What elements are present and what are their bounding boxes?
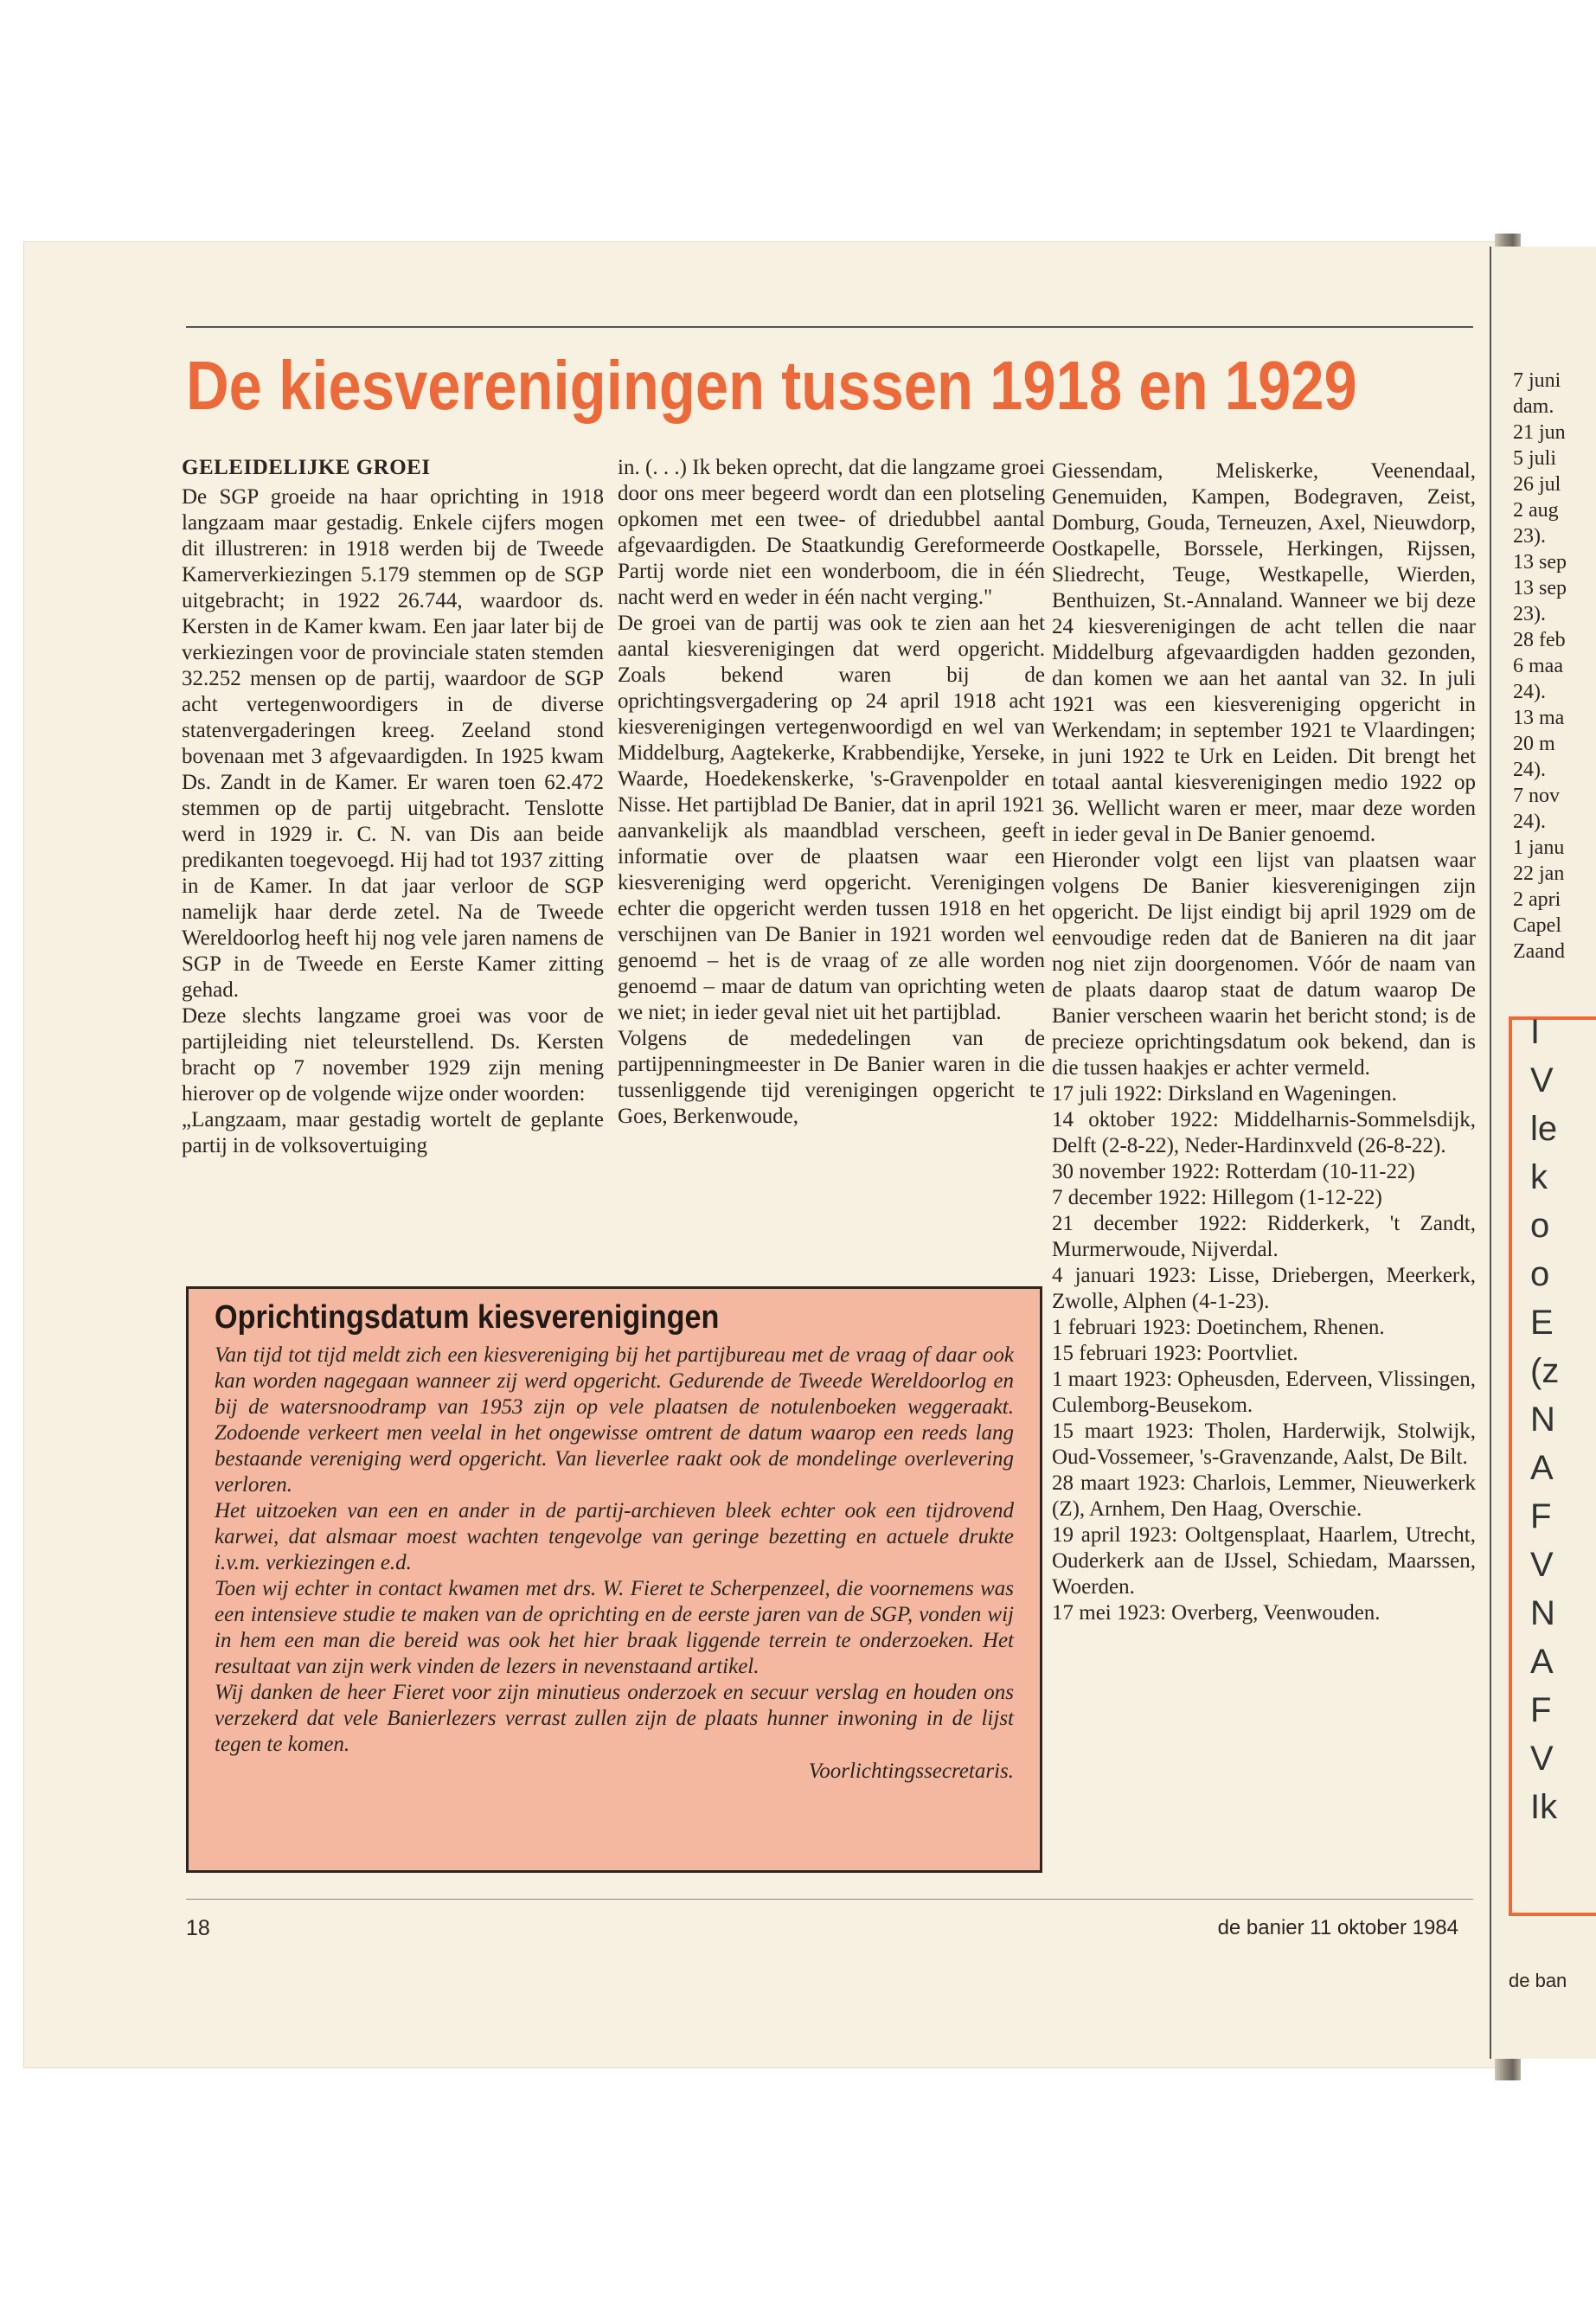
adjacent-letter: (z — [1530, 1352, 1560, 1390]
adjacent-line: 23). — [1513, 603, 1546, 625]
list-item: 15 maart 1923: Tholen, Harderwijk, Stolwijk, Oud-Vossemeer, 's-Gravenzande, Aalst, De Bilt. — [1052, 1420, 1476, 1469]
paragraph: De SGP groeide na haar oprichting in 1918 langzaam maar gestadig. Enkele cijfers mogen dit illustreren: in 1918 werden bij de Tweede Kamerverkiezingen 5.179 stemmen op de SGP uitgebracht; in 1922 26.744, waardoor ds. Kersten in de Kamer kwam. Een jaar later bij de verkiezingen voor de provinciale staten stemden 32.252 mensen op de partij, waardoor de SGP acht vertegenwoordigers in de diverse statenvergaderingen kreeg. Zeeland stond bovenaan met 3 afgevaardigden. In 1925 kwam Ds. Zandt in de Kamer. Er waren toen 62.472 stemmen op de partij uitgebracht. Tenslotte werd in 1929 ir. C. N. van Dis aan beide predikanten toegevoegd. Hij had tot 1937 zitting in de Kamer. In dat jaar verloor de SGP namelijk haar derde zetel. Na de Tweede Wereldoorlog heeft hij nog vele jaren namens de SGP in de Tweede en Eerste Kamer zitting gehad. — [182, 485, 604, 1002]
list-item: 17 juli 1922: Dirksland en Wageningen. — [1052, 1082, 1397, 1106]
list-item: 1 februari 1923: Doetinchem, Rhenen. — [1052, 1316, 1385, 1339]
paragraph: in. (. . .) Ik beken oprecht, dat die langzame groei door ons meer begeerd wordt dan een plotseling opkomen met een twee- of driedubbel aantal afgevaardigden. De Staatkundig Gereformeerde Partij worde niet een wonderboom, die in één nacht werd en weder in één nacht verging." — [618, 456, 1045, 609]
article-title: De kiesverenigingen tussen 1918 en 1929 — [186, 347, 1357, 424]
adjacent-letter: I — [1530, 1013, 1541, 1051]
adjacent-letter: E — [1530, 1304, 1554, 1342]
box-paragraph: Toen wij echter in contact kwamen met drs. W. Fieret te Scherpenzeel, die voornemens was een intensieve studie te maken van de oprichting en de eerste jaren van de SGP, vonden wij in hem een man die bereid was ook het hier braak liggende terrein te onderzoeken. Het resultaat van zijn werk vinden de lezers in nevenstaand artikel. — [215, 1577, 1014, 1678]
adjacent-letter: F — [1530, 1691, 1552, 1729]
adjacent-line: 23). — [1513, 525, 1546, 548]
sidebar-box — [186, 1286, 1042, 1873]
column-1 — [182, 455, 604, 1159]
adjacent-line: 22 jan — [1513, 862, 1565, 885]
adjacent-line: Capel — [1513, 914, 1561, 937]
adjacent-letter: N — [1530, 1594, 1555, 1632]
adjacent-line: 7 nov — [1513, 785, 1560, 807]
column-2 — [618, 455, 1045, 1130]
page-number: 18 — [186, 1916, 210, 1940]
box-body — [215, 1343, 1014, 1758]
adjacent-letter: A — [1530, 1643, 1554, 1681]
adjacent-letter: F — [1530, 1497, 1552, 1535]
adjacent-letter: le — [1530, 1110, 1558, 1148]
adjacent-line: Zaand — [1513, 940, 1565, 963]
adjacent-line: 24). — [1513, 811, 1546, 833]
adjacent-letter: A — [1530, 1449, 1554, 1487]
magazine-page — [24, 242, 1495, 2067]
adjacent-line: 24). — [1513, 759, 1546, 781]
adjacent-line: 13 ma — [1513, 707, 1565, 729]
bottom-rule — [186, 1899, 1473, 1900]
box-paragraph: Wij danken de heer Fieret voor zijn minutieus onderzoek en secuur verslag en houden ons verzekerd dat vele Banierlezers verrast zullen zijn de plaats hunner inwoning in de lijst tegen te komen. — [215, 1681, 1014, 1756]
adjacent-text-column — [1513, 368, 1567, 965]
paragraph: Deze slechts langzame groei was voor de partijleiding niet teleurstellend. Ds. Kersten bracht op 7 november 1929 zijn mening hierover op de volgende wijze onder woorden: — [182, 1004, 604, 1106]
box-title: Oprichtingsdatum kiesverenigingen — [215, 1299, 720, 1336]
adjacent-line: 2 apri — [1513, 888, 1561, 911]
adjacent-footer: de ban — [1509, 1970, 1567, 1991]
adjacent-line: dam. — [1513, 395, 1554, 418]
list-item: 17 mei 1923: Overberg, Veenwouden. — [1052, 1601, 1381, 1625]
box-signature: Voorlichtingssecretaris. — [808, 1759, 1014, 1783]
column-3 — [1052, 458, 1476, 1626]
adjacent-line: 6 maa — [1513, 655, 1563, 677]
paragraph: De groei van de partij was ook te zien aan het aantal kiesverenigingen dat werd opgericht. Zoals bekend waren bij de oprichtingsvergadering op 24 april 1918 acht kiesverenigingen vertegenwoordigd en wel van Middelburg, Aagtekerke, Krabbendijke, Yerseke, Waarde, Hoedekenskerke, 's-Gravenpolder en Nisse. Het partijblad De Banier, dat in april 1921 aanvankelijk als maandblad verscheen, geeft informatie over de plaatsen waar een kiesvereniging werd opgericht. Verenigingen echter die opgericht werden tussen 1918 en het verschijnen van De Banier in 1921 worden wel genoemd – het is de vraag of ze alle worden genoemd – maar de datum van oprichting weten we niet; in ieder geval niet uit het partijblad. — [618, 612, 1045, 1024]
list-item: 14 oktober 1922: Middelharnis-Sommelsdijk, Delft (2-8-22), Neder-Hardinxveld (26-8-22). — [1052, 1108, 1476, 1157]
list-item: 21 december 1922: Ridderkerk, 't Zandt, Murmerwoude, Nijverdal. — [1052, 1212, 1476, 1261]
adjacent-line: 21 jun — [1513, 421, 1566, 444]
list-item: 28 maart 1923: Charlois, Lemmer, Nieuwerkerk (Z), Arnhem, Den Haag, Overschie. — [1052, 1471, 1476, 1521]
page-footer: de banier 11 oktober 1984 — [1217, 1916, 1458, 1939]
adjacent-letter: o — [1530, 1255, 1550, 1293]
paragraph: Giessendam, Meliskerke, Veenendaal, Genemuiden, Kampen, Bodegraven, Zeist, Domburg, Gouda, Terneuzen, Axel, Nieuwdorp, Oostkapelle, Borssele, Herkingen, Rijssen, Sliedrecht, Teuge, Westkapelle, Wierden, Benthuizen, St.-Annaland. Wanneer we bij deze 24 kiesverenigingen de acht tellen die naar Middelburg afgevaardigden hadden gezonden, dan komen we aan het aantal van 32. In juli 1921 was een kiesvereniging opgericht in Werkendam; in september 1921 te Vlaardingen; in juni 1922 te Urk en Leiden. Dit brengt het totaal aantal kiesverenigingen medio 1922 op 36. Wellicht waren er meer, maar deze worden in ieder geval in De Banier genoemd. — [1052, 459, 1476, 846]
adjacent-page-edge — [1490, 247, 1596, 2059]
adjacent-letter: k — [1530, 1158, 1548, 1196]
adjacent-letter: V — [1530, 1740, 1554, 1778]
paragraph: Hieronder volgt een lijst van plaatsen waar volgens De Banier kiesverenigingen zijn opgericht. De lijst eindigt bij april 1929 om de eenvoudige reden dat de Banieren na dit jaar nog niet zijn doorgenomen. Vóór de naam van de plaats daarop staat de datum waarop De Banier verscheen waarin het bericht stond; is de precieze oprichtingsdatum ook bekend, dan is die tussen haakjes er achter vermeld. — [1052, 849, 1476, 1080]
adjacent-box-text — [1530, 1008, 1559, 1831]
list-item: 15 februari 1923: Poortvliet. — [1052, 1342, 1298, 1365]
list-item: 1 maart 1923: Opheusden, Ederveen, Vlissingen, Culemborg-Beusekom. — [1052, 1368, 1476, 1417]
adjacent-line: 26 jul — [1513, 473, 1561, 496]
adjacent-line: 5 juli — [1513, 447, 1557, 470]
list-item: 19 april 1923: Ooltgensplaat, Haarlem, Utrecht, Ouderkerk aan de IJssel, Schiedam, Maarssen, Woerden. — [1052, 1523, 1476, 1599]
adjacent-line: 13 sep — [1513, 577, 1567, 599]
box-paragraph: Van tijd tot tijd meldt zich een kiesvereniging bij het partijbureau met de vraag of daar ook kan worden nagegaan wanneer zij werd opgericht. Gedurende de Tweede Wereldoorlog en bij de watersnoodramp van 1953 zijn op vele plaatsen de notulenboeken weggeraakt. Zodoende verkeert men veelal in het ongewisse omtrent de datum waarop een reeds lang bestaande vereniging werd opgericht. Van lieverlee raakt ook de mondelinge overlevering verloren. — [215, 1343, 1014, 1497]
adjacent-line: 20 m — [1513, 733, 1555, 755]
list-item: 4 januari 1923: Lisse, Driebergen, Meerkerk, Zwolle, Alphen (4-1-23). — [1052, 1264, 1476, 1313]
paragraph: „Langzaam, maar gestadig wortelt de geplante partij in de volksovertuiging — [182, 1108, 604, 1157]
adjacent-letter: V — [1530, 1546, 1554, 1584]
adjacent-letter: V — [1530, 1061, 1554, 1099]
adjacent-line: 2 aug — [1513, 499, 1559, 522]
list-item: 30 november 1922: Rotterdam (10-11-22) — [1052, 1160, 1415, 1183]
top-rule — [186, 326, 1473, 328]
paragraph: Volgens de mededelingen van de partijpenningmeester in De Banier waren in die tussenliggende tijd verenigingen opgericht te Goes, Berkenwoude, — [618, 1027, 1045, 1128]
section-subhead: GELEIDELIJKE GROEI — [182, 456, 431, 479]
list-item: 7 december 1922: Hillegom (1-12-22) — [1052, 1186, 1382, 1209]
adjacent-line: 13 sep — [1513, 551, 1567, 574]
adjacent-letter: Ik — [1530, 1788, 1558, 1826]
adjacent-line: 1 janu — [1513, 836, 1565, 859]
adjacent-line: 7 juni — [1513, 369, 1561, 392]
adjacent-letter: o — [1530, 1207, 1550, 1245]
adjacent-line: 28 feb — [1513, 629, 1566, 651]
adjacent-line: 24). — [1513, 681, 1546, 703]
box-paragraph: Het uitzoeken van een en ander in de partij-archieven bleek echter ook een tijdrovend karwei, dat alsmaar moest wachten tengevolge van geringe bezetting en actuele drukte i.v.m. verkiezingen e.d. — [215, 1499, 1014, 1574]
adjacent-letter: N — [1530, 1400, 1555, 1439]
